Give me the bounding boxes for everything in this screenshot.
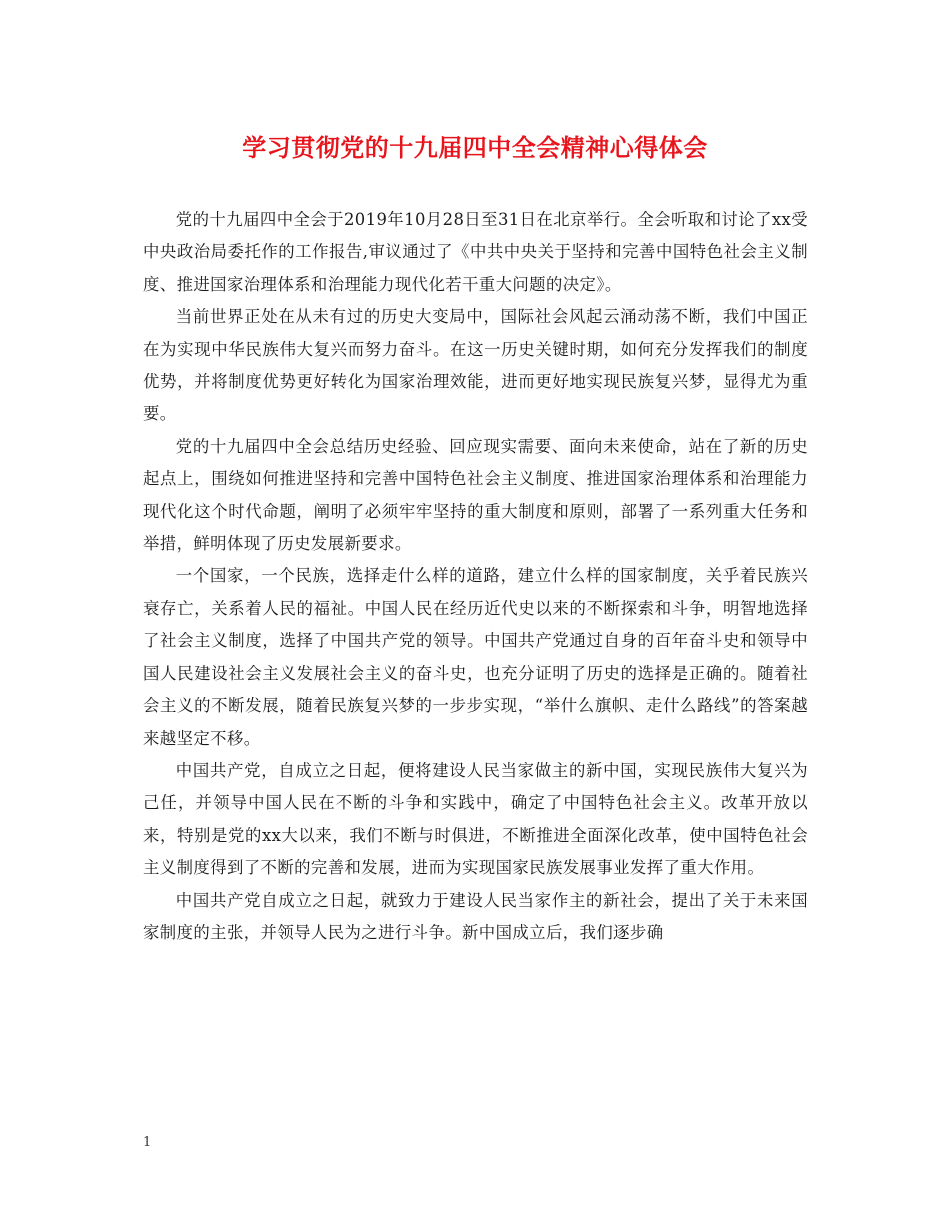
paragraph-1: 党的十九届四中全会于2019年10月28日至31日在北京举行。全会听取和讨论了xx受中央政治局委托作的工作报告,审议通过了《中共中央关于坚持和完善中国特色社会主义制度、推进国家治理体系和治理能力现代化若干重大问题的决定》。 <box>143 210 808 294</box>
paragraph-4: 一个国家，一个民族，选择走什么样的道路，建立什么样的国家制度，关乎着民族兴衰存亡，关系着人民的福祉。中国人民在经历近代史以来的不断探索和斗争，明智地选择了社会主义制度，选择了中国共产党的领导。中国共产党通过自身的百年奋斗史和领导中国人民建设社会主义发展社会主义的奋斗史，也充分证明了历史的选择是正确的。随着社会主义的不断发展，随着民族复兴梦的一步步实现，“举什么旗帜、走什么路线”的答案越来越坚定不移。 <box>143 566 808 748</box>
paragraph-5: 中国共产党，自成立之日起，便将建设人民当家做主的新中国，实现民族伟大复兴为己任，并领导中国人民在不断的斗争和实践中，确定了中国特色社会主义。改革开放以来，特别是党的xx大以来，我们不断与时俱进，不断推进全面深化改革，使中国特色社会主义制度得到了不断的完善和发展，进而为实现国家民族发展事业发挥了重大作用。 <box>143 760 808 878</box>
paragraph-6: 中国共产党自成立之日起，就致力于建设人民当家作主的新社会，提出了关于未来国家制度的主张，并领导人民为之进行斗争。新中国成立后，我们逐步确 <box>143 890 808 942</box>
document-title: 学习贯彻党的十九届四中全会精神心得体会 <box>242 134 708 162</box>
page-number: 1 <box>143 1135 152 1150</box>
paragraph-2: 当前世界正处在从未有过的历史大变局中，国际社会风起云涌动荡不断，我们中国正在为实现中华民族伟大复兴而努力奋斗。在这一历史关键时期，如何充分发挥我们的制度优势，并将制度优势更好转化为国家治理效能，进而更好地实现民族复兴梦，显得尤为重要。 <box>143 307 808 424</box>
document-body <box>143 204 808 949</box>
paragraph-3: 党的十九届四中全会总结历史经验、回应现实需要、面向未来使命，站在了新的历史起点上，围绕如何推进坚持和完善中国特色社会主义制度、推进国家治理体系和治理能力现代化这个时代命题，阐明了必须牢牢坚持的重大制度和原则，部署了一系列重大任务和举措，鲜明体现了历史发展新要求。 <box>143 436 808 554</box>
